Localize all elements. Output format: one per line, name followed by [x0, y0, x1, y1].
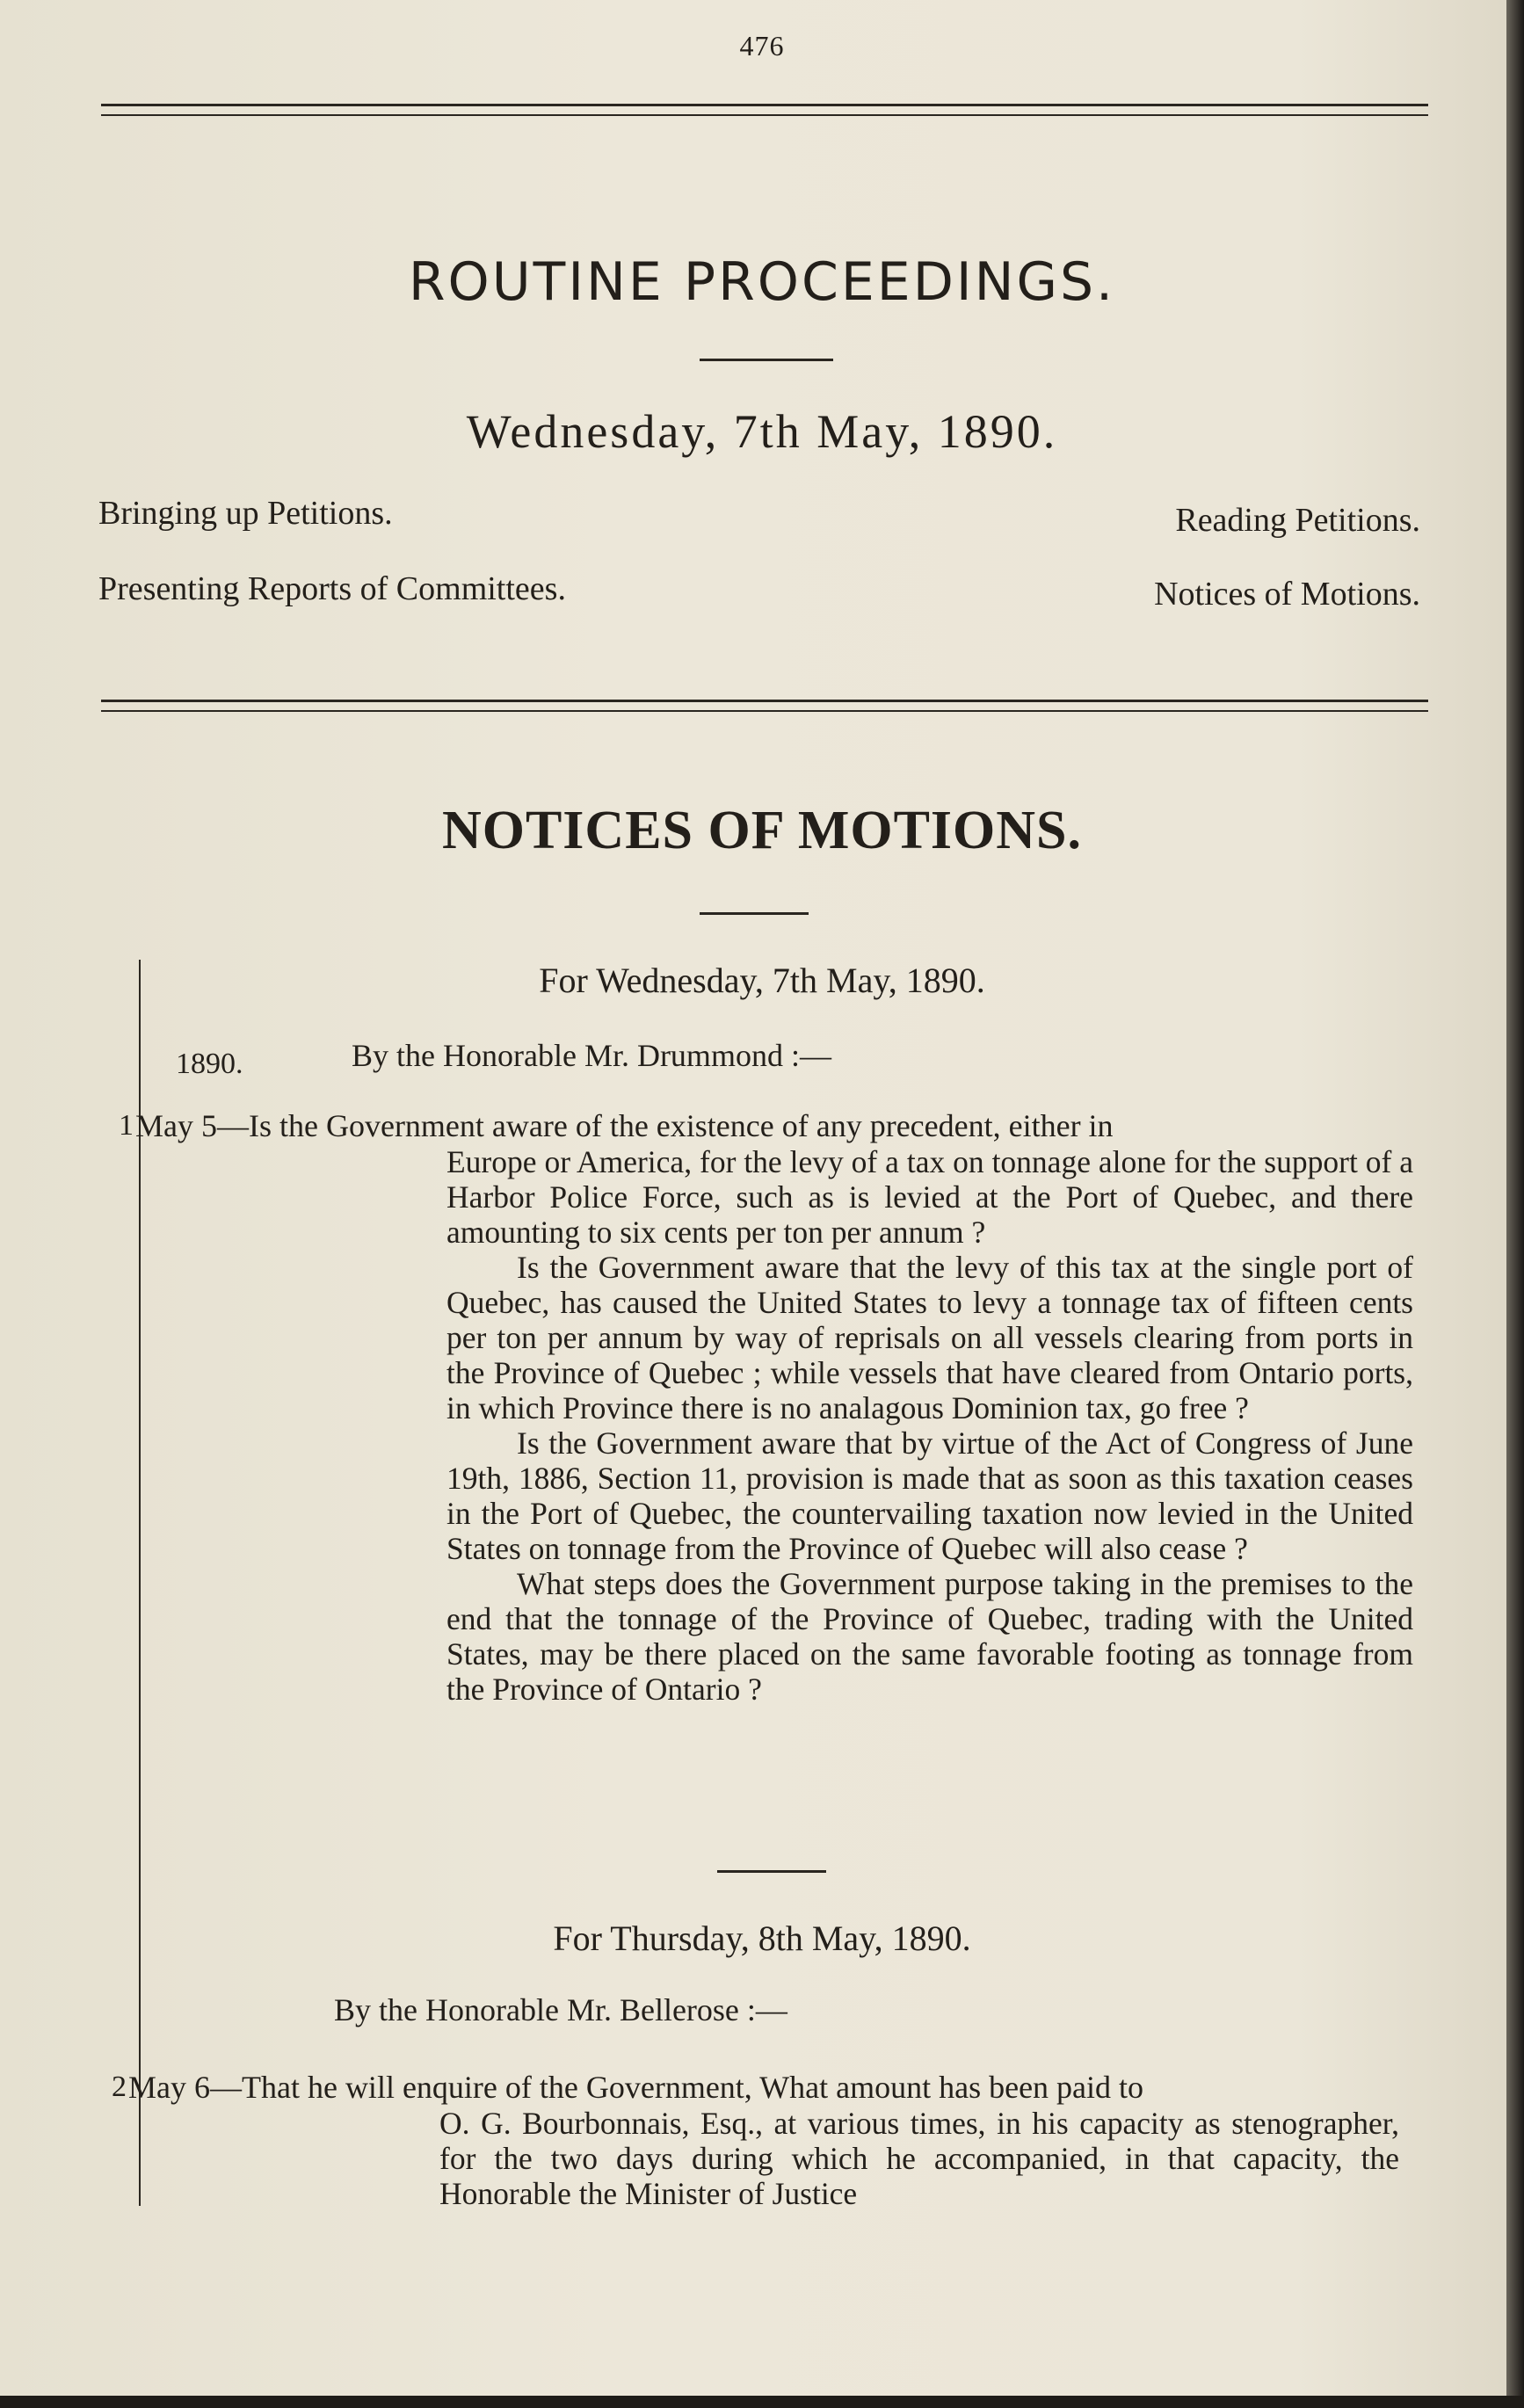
presenting-reports: Presenting Reports of Committees.	[98, 570, 566, 607]
margin-rule	[139, 960, 141, 2206]
motion-number: 2	[112, 2071, 127, 2103]
section-heading-wednesday: For Wednesday, 7th May, 1890.	[539, 961, 985, 1000]
section-heading-thursday: For Thursday, 8th May, 1890.	[553, 1918, 971, 1958]
motion-lead-line: May 5—Is the Government aware of the existence of any precedent, either in	[135, 1108, 1114, 1143]
bringing-up-petitions: Bringing up Petitions.	[98, 495, 393, 532]
section-double-rule	[101, 700, 1428, 712]
motion-paragraph: Europe or America, for the levy of a tax on tonnage alone for the support of a Harbor Police Force, such as is levied at the Port of Quebec, and there amounting to six cents per ton per annum ?	[446, 1144, 1413, 1250]
notices-divider	[700, 912, 809, 915]
motion-paragraph: What steps does the Government purpose taking in the premises to the end that the tonnage of the Province of Quebec, trading with the United States, may be there placed on the same favorable footing as tonnage from the Province of Ontario ?	[446, 1566, 1413, 1707]
title-divider	[700, 359, 833, 361]
top-double-rule	[101, 104, 1428, 116]
notices-title: NOTICES OF MOTIONS.	[441, 801, 1083, 860]
page-number: 476	[739, 30, 785, 62]
notices-of-motions-item: Notices of Motions.	[1154, 576, 1420, 613]
motion-paragraph: Is the Government aware that the levy of this tax at the single port of Quebec, has caused the United States to levy a tonnage tax of fifteen cents per ton per annum by way of reprisals on all vessels clearing from ports in the Province of Quebec ; while vessels that have cleared from Ontario ports, in which Province there is no analagous Dominion tax, go free ?	[446, 1250, 1413, 1425]
motion-number: 1	[119, 1109, 134, 1142]
motion-lead-line: May 6—That he will enquire of the Government, What amount has been paid to	[128, 2070, 1144, 2105]
byline-bellerose: By the Honorable Mr. Bellerose :—	[334, 1992, 787, 2027]
margin-year: 1890.	[176, 1048, 243, 1080]
motion-divider	[717, 1870, 826, 1873]
byline-drummond: By the Honorable Mr. Drummond :—	[352, 1038, 831, 1073]
routine-title: ROUTINE PROCEEDINGS.	[408, 251, 1116, 313]
page-edge-shadow	[1506, 0, 1524, 2408]
motion-body	[446, 1144, 1413, 1707]
motion-body	[439, 2106, 1399, 2211]
motion-paragraph: O. G. Bourbonnais, Esq., at various times, in his capacity as stenographer, for the two days during which he accompanied, in that capacity, the Honorable the Minister of Justice	[439, 2106, 1399, 2211]
reading-petitions: Reading Petitions.	[1175, 502, 1420, 539]
routine-date: Wednesday, 7th May, 1890.	[466, 405, 1058, 458]
motion-paragraph: Is the Government aware that by virtue of the Act of Congress of June 19th, 1886, Section 11, provision is made that as soon as this taxation ceases in the Port of Quebec, the countervailing taxation now levied in the United States on tonnage from the Province of Quebec will also cease ?	[446, 1425, 1413, 1566]
page-bottom-edge	[0, 2396, 1524, 2408]
